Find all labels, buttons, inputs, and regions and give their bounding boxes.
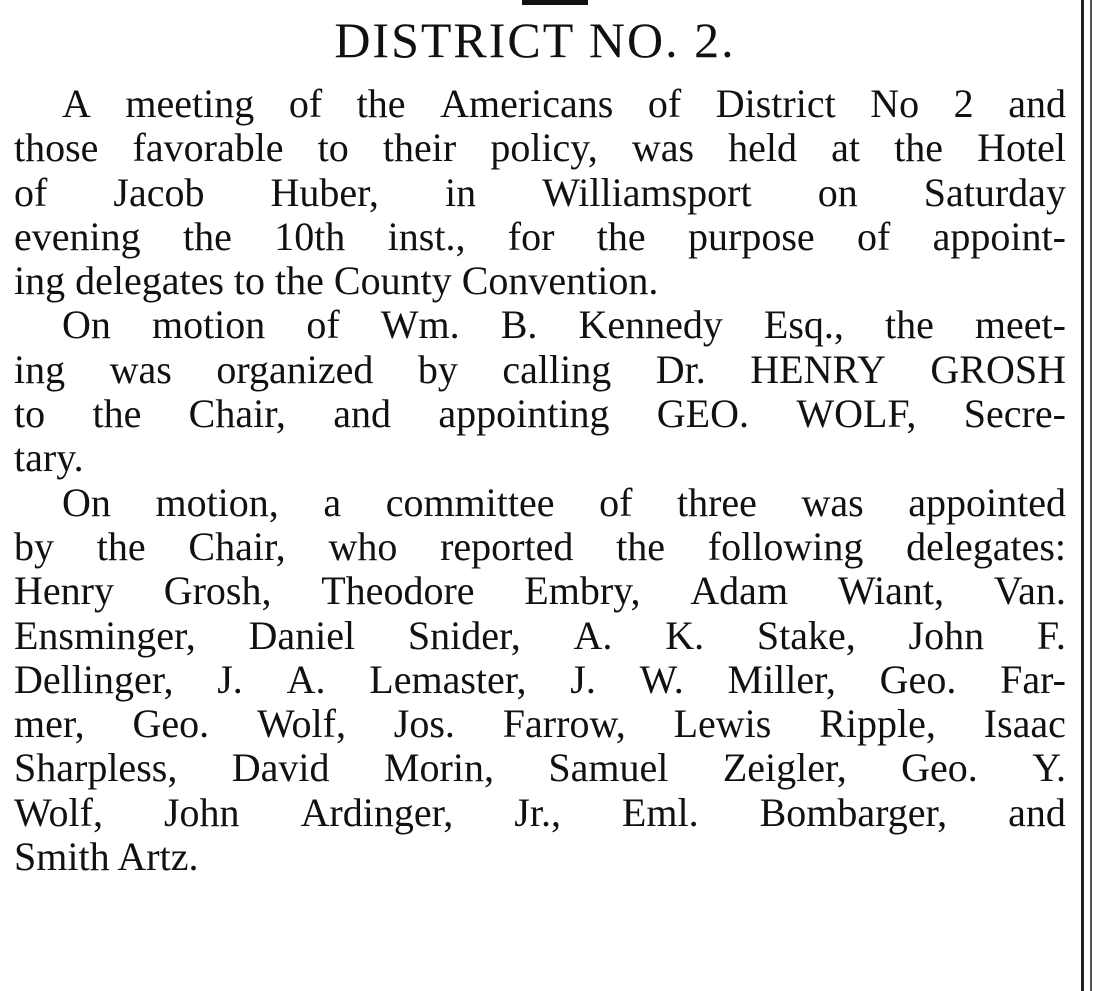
column-rule: [1081, 0, 1084, 991]
article-line: A meeting of the Americans of District No 2 and: [62, 81, 1066, 126]
article-line: those favorable to their policy, was held at the Hotel: [14, 125, 1066, 171]
article-body: [14, 82, 1066, 879]
top-rule: [522, 0, 588, 5]
article-line: ing was organized by calling Dr. HENRY GROSH: [14, 346, 1066, 392]
article-line: Wolf, John Ardinger, Jr., Eml. Bombarger, and: [14, 789, 1066, 835]
article-line: Ensminger, Daniel Snider, A. K. Stake, John F.: [14, 612, 1066, 658]
article-line: of Jacob Huber, in Williamsport on Saturday: [14, 169, 1066, 215]
article-line: Henry Grosh, Theodore Embry, Adam Wiant, Van.: [14, 568, 1066, 614]
column-rule-secondary: [1090, 0, 1092, 991]
article-line: to the Chair, and appointing GEO. WOLF, Secre-: [14, 391, 1066, 437]
article-line: ing delegates to the County Convention.: [14, 258, 659, 304]
article-line: Smith Artz.: [14, 834, 199, 880]
article-line: On motion, a committee of three was appointed: [62, 479, 1066, 525]
article-heading: DISTRICT NO. 2.: [334, 12, 736, 68]
article-line: On motion of Wm. B. Kennedy Esq., the meet-: [62, 302, 1066, 348]
article-line: evening the 10th inst., for the purpose of appoint-: [14, 213, 1066, 259]
article-line: by the Chair, who reported the following delegates:: [14, 523, 1066, 569]
article-line: mer, Geo. Wolf, Jos. Farrow, Lewis Ripple, Isaac: [14, 701, 1066, 747]
article-line: Sharpless, David Morin, Samuel Zeigler, Geo. Y.: [14, 745, 1066, 791]
article-line: Dellinger, J. A. Lemaster, J. W. Miller, Geo. Far-: [14, 656, 1066, 702]
article-line: tary.: [14, 435, 84, 481]
